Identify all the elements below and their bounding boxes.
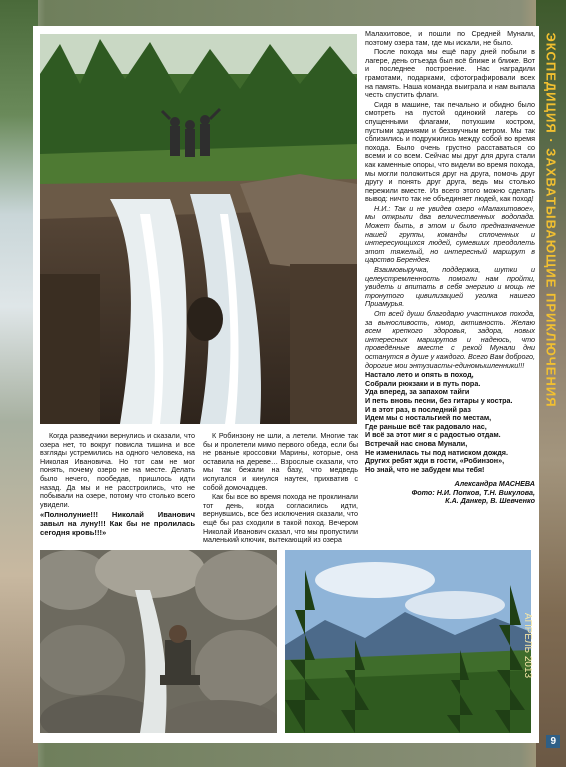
paragraph: Малахитовое, и пошли по Средней Мунали, поэтому озера там, где мы искали, не было. bbox=[365, 29, 535, 47]
poem-line: Уда вперед, за запахом тайги bbox=[365, 387, 470, 397]
poem-line: Настало лето и опять в поход, bbox=[365, 370, 474, 380]
bottom-middle-column bbox=[203, 432, 358, 547]
poem-line: И петь вновь песни, без гитары у костра. bbox=[365, 395, 513, 405]
side-banner bbox=[536, 32, 559, 730]
poem-line: И всё за этот миг я с радостью отдам. bbox=[365, 430, 501, 440]
paragraph: К Робинзону не шли, а летели. Многие так бы и пролетели мимо первого обеда, если бы не рваные кроссовки Марины, которые, она оставила на дереве… Взрослые сказали, что мы так бежали на базу, что медведь испугался и кинулся наутек, прихватив с собой домочадцев. bbox=[203, 431, 358, 492]
poem-line: Других ребят жди в гости, «Робинзон», bbox=[365, 456, 505, 466]
side-year: АПРЕЛЬ 2013 bbox=[521, 612, 533, 679]
quote: «Полнолуние!!! Николай Иванович завыл на луну!!! Как бы не пролилась сегодня кровь!!!» bbox=[40, 510, 195, 538]
page bbox=[33, 26, 539, 743]
forest-photo bbox=[285, 550, 531, 733]
paragraph: После похода мы ещё пару дней побыли в лагере, день отъезда был всё ближе и ближе. Вот и последнее построение. Нас наградили грамотами, подарками, сфотографировали всех на память. Наша команда выиграла и нам выпала честь спустить флаги. bbox=[365, 47, 535, 100]
poem-line: Встречай нас снова Мунали, bbox=[365, 438, 468, 448]
poem-line: Не изменилась ты под натиском дождя. bbox=[365, 447, 508, 457]
poem-line: И в этот раз, в последний раз bbox=[365, 404, 471, 414]
paragraph: Взаимовыручка, поддержка, шутки и целеустремленность помогли нам пройти, увидеть и впитать в себя энергию и мощь не тронутого цивилизацией уголка нашего Приамурья. bbox=[365, 265, 535, 309]
bottom-left-column bbox=[40, 432, 195, 547]
paragraph: Сидя в машине, так печально и обидно было смотреть на пустой одинокий лагерь со спущенными флагами, потухшим костром, пустыми зданиями и беззвучным ветром. Мы так сблизились и подружились между собой во время похода. Было очень грустно расставаться со всеми и со всем. Сейчас мы друг для друга стали как каменные опоры, что видели во время похода, мы могли положиться друг на друга, помочь друг другу и понять друг друга, ведь мы столько пережили вместе. Из всего этого можно сделать вывод: ничто так не объединяет людей, как поход! bbox=[365, 99, 535, 204]
paragraph: От всей души благодарю участников похода, за выносливость, юмор, активность. Желаю всем крепкого здоровья, задора, новых интересных маршрутов и надеюсь, что проведённые вместе с рекой Мунали дни останутся в душе у каждого. Всего Вам доброго, дорогие мои энтузиасты-единомышленники!!! bbox=[365, 309, 535, 370]
poem-line: Но знай, что не забудем мы тебя! bbox=[365, 464, 485, 474]
waterfall-photo bbox=[40, 34, 357, 424]
photo-credit: К.А. Данкер, В. Шевченко bbox=[445, 496, 535, 506]
poem-line: Идем мы с ностальгией по местам, bbox=[365, 413, 492, 423]
rocks-photo bbox=[40, 550, 277, 733]
page-number: 9 bbox=[546, 735, 560, 748]
paragraph: Когда разведчики вернулись и сказали, что озера нет, то вокруг повисла тишина и все взгляды устремились на одного человека, на Николая Ивановича. Но тот сам не мог понять, почему озеро не на месте. Делать было нечего, пообедав, пришлось идти назад. Да мы и не расстроились, что не побывали на озере, потому что столько всего увидели. bbox=[40, 431, 195, 509]
side-banner-text: ЭКСПЕДИЦИЯ · ЗАХВАТЫВАЮЩИЕ ПРИКЛЮЧЕНИЯ bbox=[543, 32, 559, 408]
poem-line: Где раньше всё так радовало нас, bbox=[365, 421, 487, 431]
right-column bbox=[365, 30, 535, 560]
poem bbox=[365, 371, 535, 474]
paragraph: Н.И.: Так и не увидев озеро «Малахитовое», мы открыли два величественных водопада. Может быть, в этом и было предназначение нашей группы, команды сплоченных и интересующихся людей, сумевших преодолеть этот тяжелый, но интересный маршрут в царство Берендея. bbox=[365, 203, 535, 265]
photo-credit: Фото: Н.И. Попков, Т.Н. Викулова, bbox=[411, 487, 535, 497]
author: Александра МАСНЕВА bbox=[454, 479, 535, 489]
poem-line: Собрали рюкзаки и в путь пора. bbox=[365, 378, 481, 388]
paragraph: Как бы все во время похода не проклинали тот день, когда согласились идти, вернувшись, все без исключения сказали, что ещё бы раз сходили в такой поход. Вечером Николай Иванович сказал, что мы пропустили маленький ключик, вытекающий из озера bbox=[203, 492, 358, 545]
